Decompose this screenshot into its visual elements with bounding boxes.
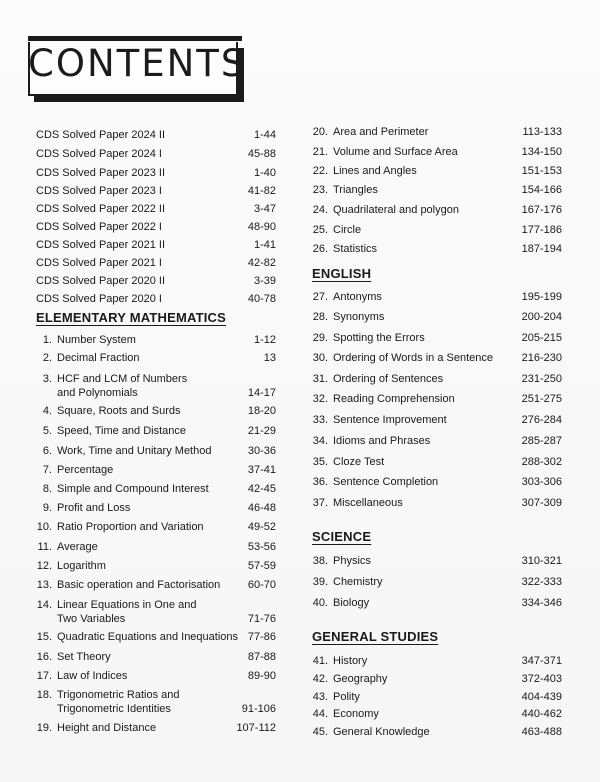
toc-label: Average xyxy=(57,541,98,553)
toc-row xyxy=(312,496,562,512)
toc-num: 44. xyxy=(312,708,328,720)
toc-label: Law of Indices xyxy=(57,670,128,682)
toc-pages: 177-186 xyxy=(521,224,562,236)
toc-row xyxy=(36,238,276,254)
toc-pages: 372-403 xyxy=(521,673,562,685)
toc-label: Square, Roots and Surds xyxy=(57,405,181,417)
toc-pages: 87-88 xyxy=(247,651,276,663)
toc-label: Quadratic Equations and Inequations xyxy=(57,631,239,643)
toc-num: 7. xyxy=(42,464,52,476)
toc-label: Quadrilateral and polygon xyxy=(333,204,459,216)
toc-pages: 285-287 xyxy=(521,435,562,447)
toc-num: 34. xyxy=(312,435,328,447)
toc-label: CDS Solved Paper 2024 I xyxy=(36,148,162,160)
toc-num: 18. xyxy=(36,689,52,701)
toc-label: Miscellaneous xyxy=(333,497,403,509)
toc-num: 35. xyxy=(312,456,328,468)
toc-label: Decimal Fraction xyxy=(57,352,140,364)
toc-label: CDS Solved Paper 2024 II xyxy=(36,129,166,141)
toc-label: Biology xyxy=(333,597,370,609)
toc-row xyxy=(36,333,276,349)
toc-label: Volume and Surface Area xyxy=(333,146,458,158)
toc-pages: 40-78 xyxy=(247,293,276,305)
toc-pages: 113-133 xyxy=(522,126,562,138)
toc-pages: 42-45 xyxy=(247,483,276,495)
toc-row xyxy=(36,424,276,440)
toc-num: 21. xyxy=(312,146,328,158)
toc-row xyxy=(312,596,562,612)
toc-label: Work, Time and Unitary Method xyxy=(57,445,212,457)
toc-row xyxy=(312,725,562,741)
toc-pages: 167-176 xyxy=(521,204,562,216)
toc-pages: 45-88 xyxy=(247,148,276,160)
toc-label: Profit and Loss xyxy=(57,502,131,514)
toc-label: CDS Solved Paper 2020 II xyxy=(36,275,166,287)
toc-num: 9. xyxy=(42,502,52,514)
toc-label: HCF and LCM of Numbers xyxy=(57,373,188,385)
toc-num: 38. xyxy=(312,555,328,567)
toc-pages: 1-12 xyxy=(253,334,276,346)
toc-label: Antonyms xyxy=(333,291,382,303)
toc-label: Ordering of Words in a Sentence xyxy=(333,352,493,364)
toc-row xyxy=(36,256,276,272)
toc-pages: 60-70 xyxy=(247,579,276,591)
toc-row xyxy=(36,444,276,460)
toc-num: 11. xyxy=(37,541,52,553)
title-box xyxy=(28,36,247,102)
toc-row xyxy=(36,650,276,666)
toc-label: Ratio Proportion and Variation xyxy=(57,521,204,533)
toc-label: Trigonometric Ratios and xyxy=(57,689,180,701)
toc-row xyxy=(312,242,562,258)
toc-row xyxy=(312,554,562,570)
toc-row xyxy=(36,559,276,575)
toc-pages: 200-204 xyxy=(521,311,562,323)
toc-row xyxy=(36,598,276,628)
toc-row xyxy=(36,147,276,163)
toc-label: History xyxy=(333,655,368,667)
toc-label-line2: Two Variables xyxy=(57,613,126,625)
toc-num: 6. xyxy=(42,445,52,457)
toc-label: Lines and Angles xyxy=(333,165,417,177)
toc-row xyxy=(36,274,276,290)
toc-row xyxy=(36,540,276,556)
toc-row xyxy=(312,310,562,326)
toc-label: Polity xyxy=(333,691,360,703)
toc-label: Cloze Test xyxy=(333,456,385,468)
toc-num: 36. xyxy=(312,476,328,488)
toc-label: Synonyms xyxy=(333,311,385,323)
toc-label: Physics xyxy=(333,555,371,567)
toc-label: Sentence Completion xyxy=(333,476,439,488)
toc-pages: 187-194 xyxy=(521,243,562,255)
toc-row xyxy=(312,145,562,161)
toc-pages: 107-112 xyxy=(236,722,276,734)
toc-row xyxy=(36,292,276,308)
toc-row xyxy=(36,372,276,402)
toc-pages: 310-321 xyxy=(521,555,562,567)
toc-row xyxy=(36,501,276,517)
toc-num: 19. xyxy=(36,722,52,734)
toc-num: 23. xyxy=(312,184,328,196)
toc-pages: 276-284 xyxy=(521,414,562,426)
toc-row xyxy=(312,331,562,347)
toc-pages: 46-48 xyxy=(247,502,276,514)
toc-num: 24. xyxy=(312,204,328,216)
toc-row xyxy=(312,672,562,688)
toc-pages: 231-250 xyxy=(521,373,562,385)
toc-row xyxy=(312,351,562,367)
toc-num: 3. xyxy=(42,373,52,385)
toc-pages: 21-29 xyxy=(247,425,276,437)
toc-row xyxy=(312,290,562,306)
toc-pages: 18-20 xyxy=(247,405,276,417)
toc-num: 26. xyxy=(312,243,328,255)
toc-num: 37. xyxy=(312,497,328,509)
toc-label: Economy xyxy=(333,708,379,720)
toc-label: Ordering of Sentences xyxy=(333,373,444,385)
toc-label: Set Theory xyxy=(57,651,111,663)
toc-num: 41. xyxy=(312,655,328,667)
toc-row xyxy=(312,413,562,429)
toc-label: Number System xyxy=(57,334,136,346)
toc-row xyxy=(312,575,562,591)
toc-num: 12. xyxy=(36,560,52,572)
toc-pages: 1-40 xyxy=(253,167,276,179)
toc-pages: 303-306 xyxy=(521,476,562,488)
toc-row xyxy=(312,434,562,450)
toc-row xyxy=(36,184,276,200)
toc-pages: 205-215 xyxy=(521,332,562,344)
toc-pages: 347-371 xyxy=(521,655,562,667)
toc-label: Linear Equations in One and xyxy=(57,599,197,611)
toc-pages: 77-86 xyxy=(247,631,276,643)
toc-pages: 49-52 xyxy=(247,521,276,533)
toc-label: Circle xyxy=(333,224,362,236)
toc-num: 25. xyxy=(312,224,328,236)
toc-num: 13. xyxy=(36,579,52,591)
toc-pages: 334-346 xyxy=(521,597,562,609)
toc-label: Statistics xyxy=(333,243,378,255)
toc-label: CDS Solved Paper 2022 I xyxy=(36,221,162,233)
toc-label: CDS Solved Paper 2023 I xyxy=(36,185,162,197)
toc-pages: 154-166 xyxy=(521,184,562,196)
toc-pages: 3-47 xyxy=(253,203,276,215)
toc-row xyxy=(312,707,562,723)
toc-pages: 404-439 xyxy=(521,691,562,703)
toc-num: 1. xyxy=(42,334,52,346)
toc-pages: 42-82 xyxy=(247,257,276,269)
toc-pages: 57-59 xyxy=(247,560,276,572)
toc-pages: 440-462 xyxy=(521,708,562,720)
toc-row xyxy=(312,690,562,706)
toc-row xyxy=(312,475,562,491)
toc-num: 8. xyxy=(42,483,52,495)
section-heading-english: ENGLISH xyxy=(312,266,372,281)
toc-num: 33. xyxy=(312,414,328,426)
toc-row xyxy=(36,128,276,144)
toc-row xyxy=(312,164,562,180)
toc-pages: 13 xyxy=(263,352,276,364)
toc-num: 20. xyxy=(312,126,328,138)
toc-row xyxy=(36,630,276,646)
toc-num: 2. xyxy=(42,352,52,364)
toc-pages: 322-333 xyxy=(521,576,562,588)
toc-pages: 71-76 xyxy=(247,613,276,625)
toc-row xyxy=(36,166,276,182)
toc-label: Sentence Improvement xyxy=(333,414,447,426)
toc-label: Geography xyxy=(333,673,388,685)
toc-label: Height and Distance xyxy=(57,722,157,734)
toc-num: 30. xyxy=(312,352,328,364)
page-title: CONTENTS xyxy=(28,42,247,85)
toc-pages: 48-90 xyxy=(247,221,276,233)
title-top-bar xyxy=(28,36,242,41)
toc-num: 39. xyxy=(312,576,328,588)
toc-num: 15. xyxy=(36,631,52,643)
toc-num: 5. xyxy=(42,425,52,437)
toc-num: 28. xyxy=(312,311,328,323)
toc-row xyxy=(312,183,562,199)
toc-label: Basic operation and Factorisation xyxy=(57,579,221,591)
toc-num: 42. xyxy=(312,673,328,685)
toc-pages: 41-82 xyxy=(247,185,276,197)
toc-label: Speed, Time and Distance xyxy=(57,425,187,437)
toc-label: Chemistry xyxy=(333,576,383,588)
toc-pages: 307-309 xyxy=(521,497,562,509)
toc-pages: 14-17 xyxy=(247,387,276,399)
toc-pages: 89-90 xyxy=(247,670,276,682)
toc-pages: 53-56 xyxy=(247,541,276,553)
toc-row xyxy=(36,578,276,594)
toc-label: CDS Solved Paper 2021 II xyxy=(36,239,166,251)
toc-num: 40. xyxy=(312,597,328,609)
toc-pages: 1-41 xyxy=(253,239,276,251)
section-heading-general-studies: GENERAL STUDIES xyxy=(312,629,439,644)
toc-num: 22. xyxy=(312,165,328,177)
toc-label: Idioms and Phrases xyxy=(333,435,431,447)
toc-row xyxy=(312,223,562,239)
toc-pages: 91-106 xyxy=(241,703,276,715)
toc-num: 27. xyxy=(312,291,328,303)
toc-label: Area and Perimeter xyxy=(333,126,429,138)
toc-num: 4. xyxy=(42,405,52,417)
toc-row xyxy=(312,654,562,670)
toc-row xyxy=(36,202,276,218)
toc-num: 32. xyxy=(312,393,328,405)
toc-row xyxy=(36,520,276,536)
toc-num: 43. xyxy=(312,691,328,703)
section-heading-elementary-mathematics: ELEMENTARY MATHEMATICS xyxy=(36,310,227,325)
toc-pages: 195-199 xyxy=(521,291,562,303)
toc-label: Simple and Compound Interest xyxy=(57,483,209,495)
toc-pages: 1-44 xyxy=(253,129,276,141)
toc-row xyxy=(312,455,562,471)
toc-pages: 37-41 xyxy=(247,464,276,476)
toc-row xyxy=(36,463,276,479)
toc-num: 16. xyxy=(36,651,52,663)
toc-row xyxy=(36,482,276,498)
toc-label: General Knowledge xyxy=(333,726,430,738)
toc-label: CDS Solved Paper 2023 II xyxy=(36,167,166,179)
toc-num: 10. xyxy=(36,521,52,533)
toc-pages: 3-39 xyxy=(253,275,276,287)
toc-label: CDS Solved Paper 2020 I xyxy=(36,293,162,305)
toc-pages: 151-153 xyxy=(521,165,562,177)
section-heading-science: SCIENCE xyxy=(312,529,372,544)
toc-pages: 134-150 xyxy=(521,146,562,158)
toc-row xyxy=(36,404,276,420)
toc-label: Triangles xyxy=(333,184,378,196)
toc-label: CDS Solved Paper 2021 I xyxy=(36,257,162,269)
toc-row xyxy=(36,220,276,236)
toc-num: 45. xyxy=(312,726,328,738)
toc-pages: 216-230 xyxy=(521,352,562,364)
toc-pages: 30-36 xyxy=(247,445,276,457)
toc-row xyxy=(36,688,276,718)
toc-pages: 251-275 xyxy=(521,393,562,405)
toc-label-line2: Trigonometric Identities xyxy=(57,703,171,715)
toc-label: Spotting the Errors xyxy=(333,332,425,344)
toc-row xyxy=(36,721,276,737)
toc-num: 17. xyxy=(36,670,52,682)
toc-num: 29. xyxy=(312,332,328,344)
toc-label: CDS Solved Paper 2022 II xyxy=(36,203,166,215)
toc-label: Percentage xyxy=(57,464,114,476)
toc-num: 31. xyxy=(312,373,328,385)
toc-row xyxy=(36,669,276,685)
toc-row xyxy=(312,372,562,388)
toc-pages: 288-302 xyxy=(521,456,562,468)
toc-label-line2: and Polynomials xyxy=(57,387,138,399)
toc-pages: 463-488 xyxy=(521,726,562,738)
toc-label: Reading Comprehension xyxy=(333,393,455,405)
toc-row xyxy=(36,351,276,367)
toc-row xyxy=(312,203,562,219)
toc-row xyxy=(312,392,562,408)
toc-label: Logarithm xyxy=(57,560,106,572)
toc-num: 14. xyxy=(36,599,52,611)
toc-row xyxy=(312,125,562,141)
